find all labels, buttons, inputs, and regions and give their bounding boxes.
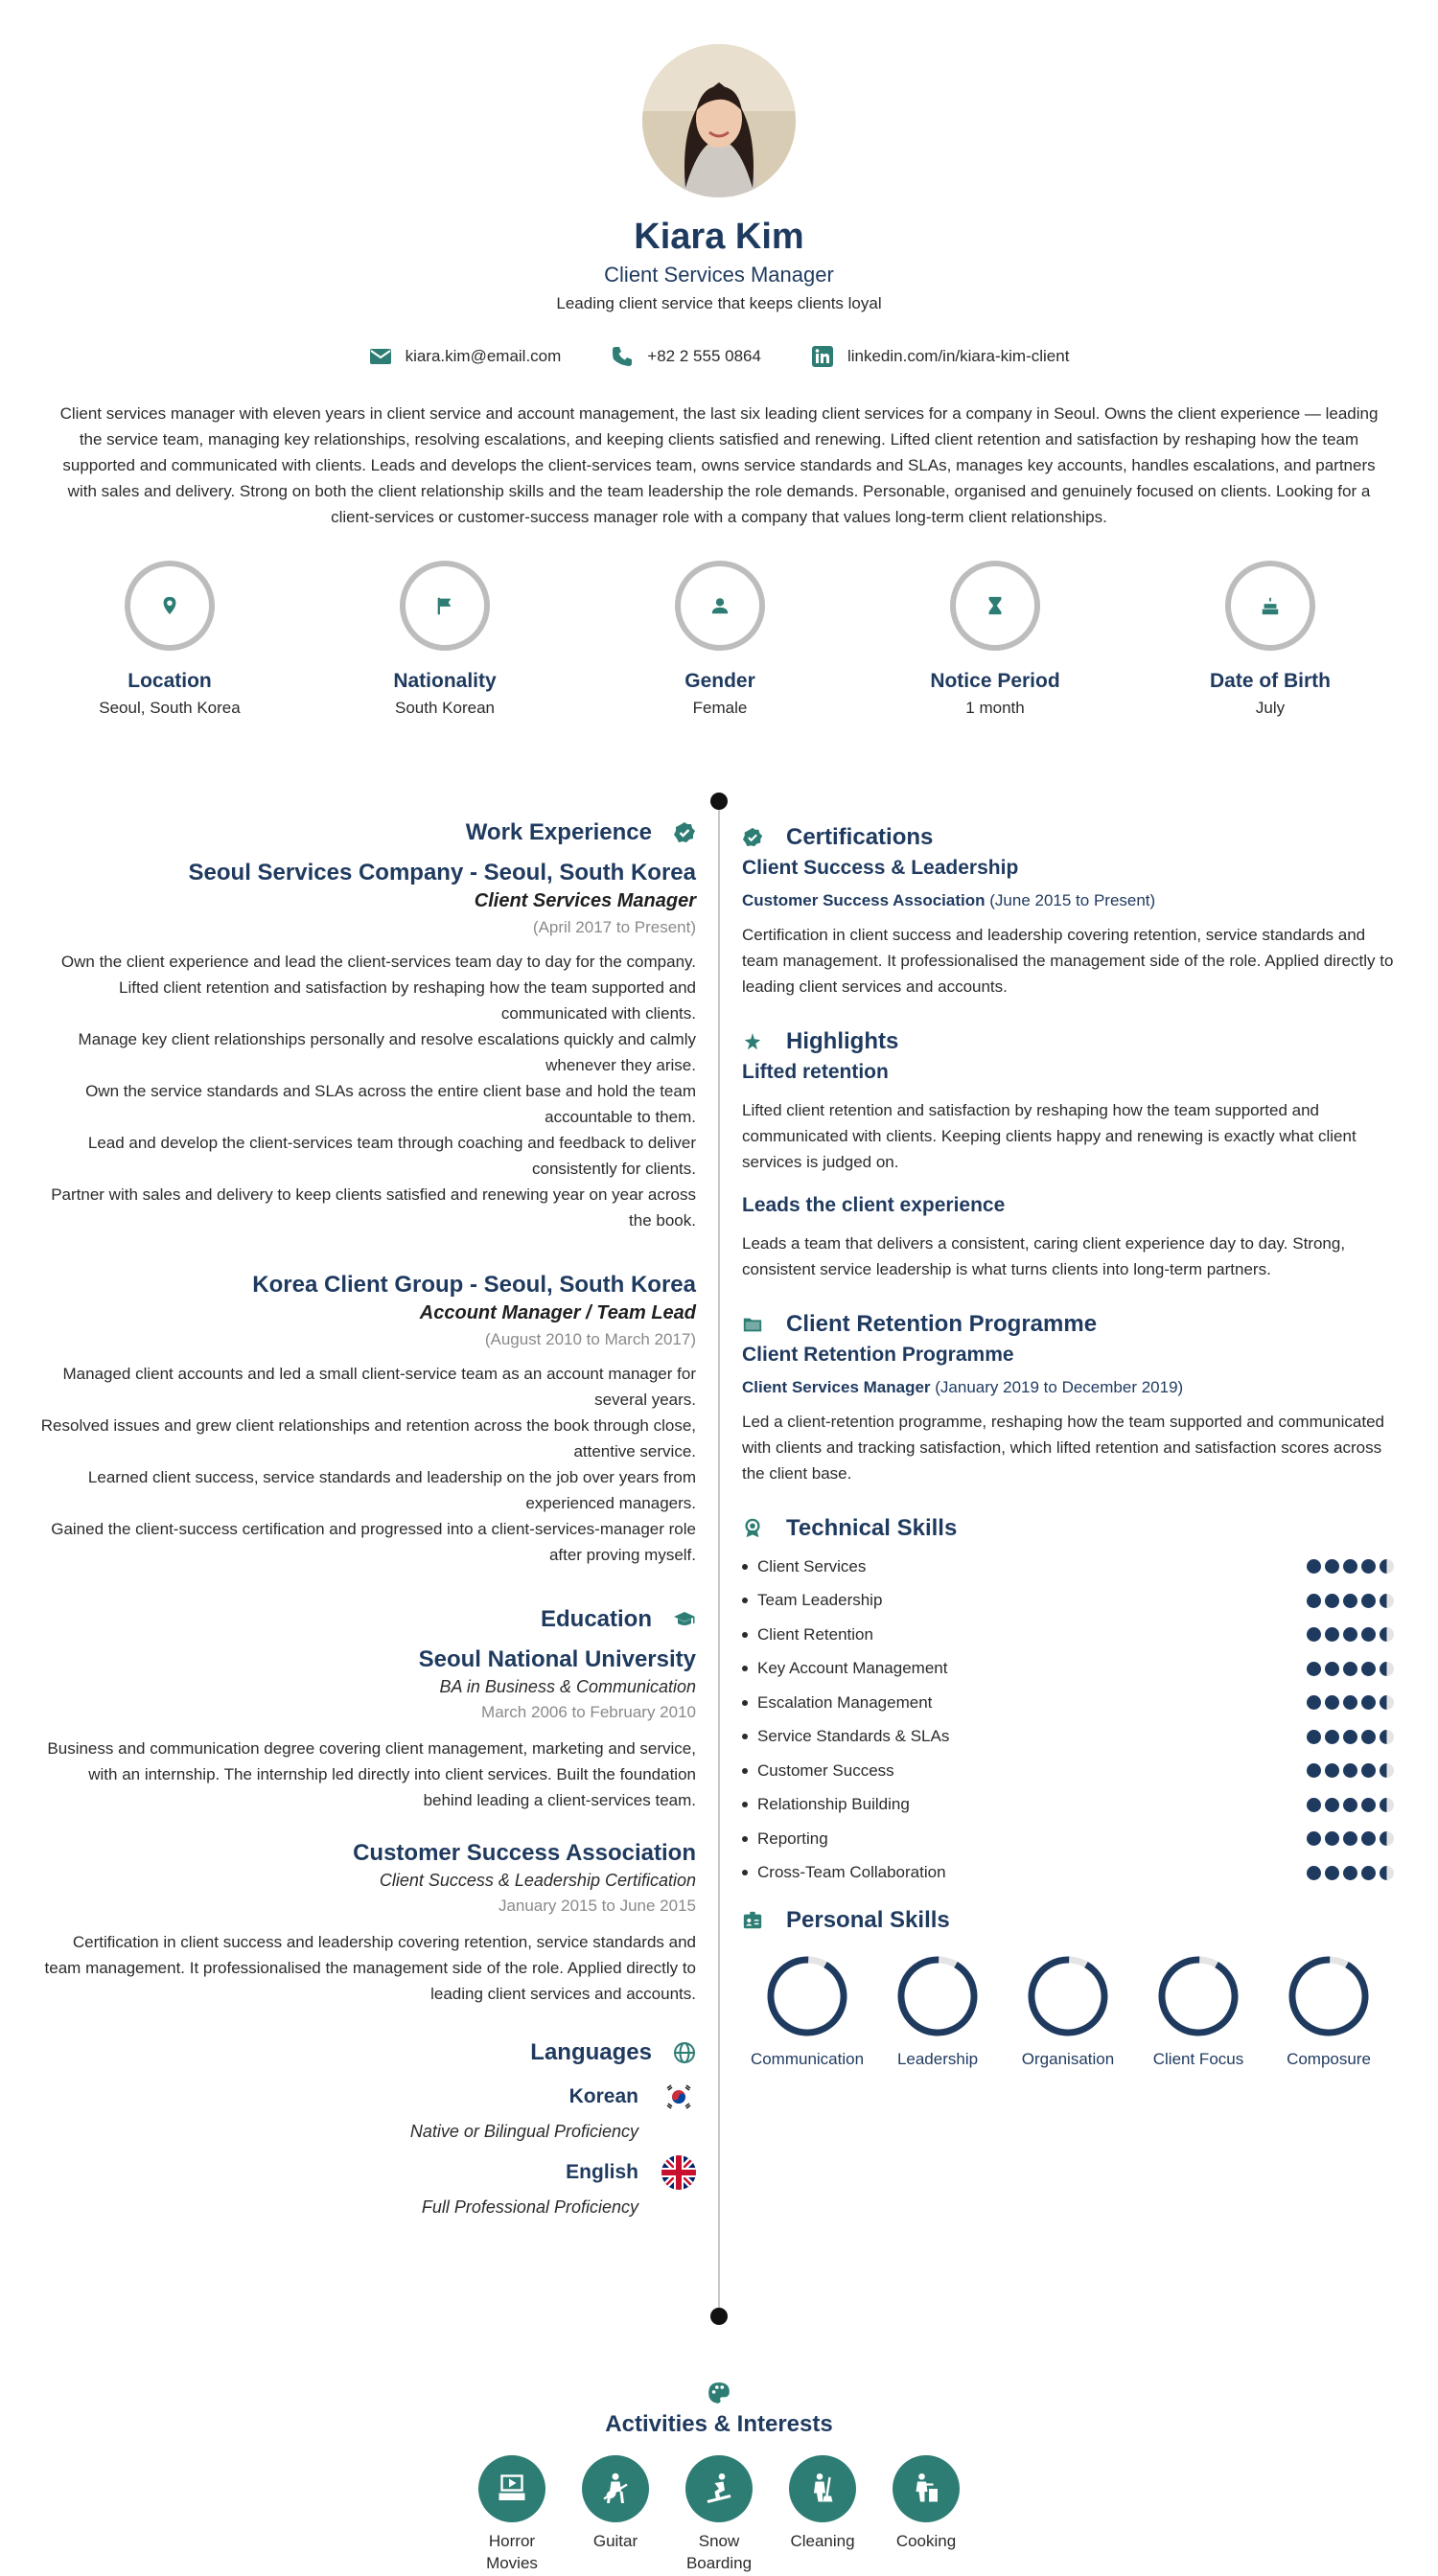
education-dates: January 2015 to June 2015 <box>498 1897 696 1915</box>
rating-dot <box>1343 1559 1357 1574</box>
personal-skill <box>1133 1953 1264 2069</box>
contact-phone[interactable] <box>611 345 761 368</box>
section-title: Personal Skills <box>786 1907 950 1933</box>
technical-skill-name: Service Standards & SLAs <box>742 1727 949 1746</box>
job-bullet: Own the client experience and lead the client-services team day to day for the company. <box>60 953 696 971</box>
education-qualification: BA in Business & Communication <box>439 1677 696 1696</box>
contact-email[interactable] <box>369 345 562 368</box>
rating-dot <box>1380 1831 1394 1846</box>
info-label: Date of Birth <box>1210 670 1331 692</box>
education-org: Customer Success Association <box>353 1840 696 1866</box>
job-position: Client Services Manager <box>474 890 696 911</box>
certifications-heading <box>742 824 1403 851</box>
technical-skill-name: Key Account Management <box>742 1659 947 1678</box>
right-column <box>742 824 1403 2069</box>
linkedin-text: linkedin.com/in/kiara-kim-client <box>847 347 1070 365</box>
rating-dot <box>1307 1627 1321 1642</box>
skill-rating <box>1307 1594 1394 1608</box>
personal-skill <box>742 1953 872 2069</box>
info-location <box>55 561 285 718</box>
highlight-title: Lifted retention <box>742 1061 889 1083</box>
education-qualification: Client Success & Leadership Certification <box>379 1871 696 1890</box>
highlight-text: Lifted client retention and satisfaction by reshaping how the team supported and communicated with clients. Keeping clients happy and renewing is exactly what client services is judged on. <box>742 1101 1357 1171</box>
education-dates: March 2006 to February 2010 <box>481 1703 696 1721</box>
section-title: Languages <box>530 2039 652 2065</box>
skill-rating <box>1307 1695 1394 1710</box>
rating-dot <box>1361 1831 1376 1846</box>
technical-skill-row <box>742 1822 1394 1856</box>
job-org: Seoul Services Company - Seoul, South Korea <box>188 860 696 886</box>
certification-text: Certification in client success and leadership covering retention, service standards and team management. It professionalised the management side of the role. Applied directly to leading client services and accounts. <box>742 926 1394 996</box>
rating-dot <box>1380 1559 1394 1574</box>
language-entry <box>38 2155 696 2218</box>
skill-rating <box>1307 1662 1394 1676</box>
cake-icon <box>1260 595 1281 616</box>
rating-dot <box>1343 1730 1357 1744</box>
guitar-icon <box>598 2472 633 2506</box>
interest-label: Cleaning <box>790 2532 855 2550</box>
project-text: Led a client-retention programme, reshaping how the team supported and communicated with clients and tracking satisfaction, which lifted retention and satisfaction scores across the client base. <box>742 1413 1384 1483</box>
skill-ring <box>1286 1953 1372 2039</box>
language-name: English <box>566 2161 638 2183</box>
job-bullet: Lifted client retention and satisfaction by reshaping how the team supported and communicated with clients. <box>119 978 696 1023</box>
job-org: Korea Client Group - Seoul, South Korea <box>252 1272 696 1298</box>
personal-info <box>0 561 1438 728</box>
profile-photo <box>642 44 796 197</box>
section-title: Work Experience <box>465 819 652 845</box>
job-bullet: Manage key client relationships personally and resolve escalations quickly and calmly whenever they arise. <box>78 1030 696 1074</box>
rating-dot <box>1325 1730 1339 1744</box>
certification-name: Client Success & Leadership <box>742 857 1019 879</box>
rating-dot <box>1307 1763 1321 1778</box>
rating-dot <box>1380 1730 1394 1744</box>
job-bullet: Own the service standards and SLAs across the entire client base and hold the team accountable to them. <box>85 1082 696 1126</box>
rating-dot <box>1343 1831 1357 1846</box>
education-entry <box>38 1646 696 1813</box>
highlights-heading <box>742 1028 1403 1055</box>
info-value: 1 month <box>965 699 1025 717</box>
rating-dot <box>1343 1662 1357 1676</box>
language-level: Native or Bilingual Proficiency <box>409 2122 638 2141</box>
job-bullet: Learned client success, service standards and leadership on the job over years from experienced managers. <box>87 1468 696 1512</box>
interest-item <box>582 2455 649 2574</box>
skill-ring <box>1155 1953 1241 2039</box>
technical-skill-row <box>742 1720 1394 1755</box>
interest-item <box>478 2455 545 2574</box>
job-bullet: Partner with sales and delivery to keep clients satisfied and renewing year on year across the book. <box>51 1185 696 1230</box>
rating-dot <box>1361 1695 1376 1710</box>
palette-icon <box>707 2380 731 2405</box>
cooking-icon <box>909 2472 943 2506</box>
certification-dates: (June 2015 to Present) <box>989 891 1156 909</box>
technical-skill-name: Client Services <box>742 1557 866 1576</box>
technical-skill-name: Team Leadership <box>742 1591 882 1610</box>
info-label: Notice Period <box>930 670 1060 692</box>
technical-skill-name: Client Retention <box>742 1625 873 1644</box>
personal-skill <box>872 1953 1003 2069</box>
info-nationality <box>330 561 560 718</box>
job-entry <box>38 1272 696 1568</box>
graduation-cap-icon <box>673 1608 696 1631</box>
rating-dot <box>1361 1559 1376 1574</box>
rating-dot <box>1343 1798 1357 1812</box>
job-bullet: Resolved issues and grew client relationships and retention across the book through close, attentive service. <box>40 1416 696 1460</box>
candidate-name: Kiara Kim <box>634 217 804 257</box>
interests-list <box>0 2455 1438 2574</box>
rating-dot <box>1325 1559 1339 1574</box>
technical-skill-row <box>742 1686 1394 1720</box>
job-bullet: Gained the client-success certification and progressed into a client-services-manager role after proving myself. <box>51 1520 696 1564</box>
info-value: Seoul, South Korea <box>99 699 241 717</box>
sparkle-star-icon <box>742 1031 763 1052</box>
timeline-line <box>718 801 720 2317</box>
rating-dot <box>1307 1662 1321 1676</box>
timeline-dot-top <box>710 793 728 810</box>
award-ribbon-icon <box>742 1518 763 1539</box>
folder-icon <box>742 1314 763 1335</box>
work-experience-heading <box>38 819 696 846</box>
section-title: Education <box>540 1606 652 1632</box>
rating-dot <box>1361 1594 1376 1608</box>
highlight-text: Leads a team that delivers a consistent, caring client experience day to day. Strong, consistent service leadership is what turns clients into long-term partners. <box>742 1234 1346 1278</box>
info-label: Location <box>128 670 212 692</box>
rating-dot <box>1380 1627 1394 1642</box>
rating-dot <box>1307 1831 1321 1846</box>
language-level: Full Professional Proficiency <box>421 2197 638 2217</box>
contact-linkedin[interactable] <box>811 345 1069 368</box>
personal-skill-label: Composure <box>1287 2050 1371 2068</box>
location-pin-icon <box>159 595 180 616</box>
rating-dot <box>1380 1798 1394 1812</box>
technical-skill-row <box>742 1652 1394 1687</box>
personal-skill-label: Communication <box>750 2050 865 2068</box>
personal-skill <box>1003 1953 1133 2069</box>
project-name: Client Retention Programme <box>742 1344 1014 1366</box>
hourglass-icon <box>985 595 1006 616</box>
job-position: Account Manager / Team Lead <box>419 1302 696 1323</box>
technical-skill-row <box>742 1788 1394 1823</box>
rating-dot <box>1380 1594 1394 1608</box>
rating-dot <box>1380 1662 1394 1676</box>
language-name: Korean <box>568 2085 638 2107</box>
interest-label: Cooking <box>895 2532 957 2550</box>
education-text: Business and communication degree covering client management, marketing and service, with an internship. The internship led directly into client services. Built the foundation behind leading a client-services team. <box>47 1739 696 1809</box>
rating-dot <box>1343 1594 1357 1608</box>
education-org: Seoul National University <box>418 1646 696 1672</box>
interest-item <box>685 2455 753 2574</box>
snowboard-icon <box>702 2472 736 2506</box>
rating-dot <box>1307 1695 1321 1710</box>
rating-dot <box>1380 1763 1394 1778</box>
info-value: South Korean <box>395 699 495 717</box>
cleaning-broom-icon <box>805 2472 840 2506</box>
left-column <box>38 819 696 2218</box>
interest-item <box>789 2455 856 2574</box>
skill-rating <box>1307 1763 1394 1778</box>
rating-dot <box>1307 1866 1321 1880</box>
technical-skill-row <box>742 1550 1394 1584</box>
rating-dot <box>1307 1559 1321 1574</box>
rating-dot <box>1380 1695 1394 1710</box>
job-bullet: Lead and develop the client-services team through coaching and feedback to deliver consistently for clients. <box>87 1134 696 1178</box>
rating-dot <box>1325 1866 1339 1880</box>
phone-icon <box>611 345 634 368</box>
education-entry <box>38 1840 696 2007</box>
section-title: Technical Skills <box>786 1515 958 1541</box>
info-date-of-birth <box>1155 561 1385 718</box>
interest-label: Horror Movies <box>486 2532 538 2572</box>
info-value: July <box>1255 699 1286 717</box>
skill-rating <box>1307 1866 1394 1880</box>
rating-dot <box>1325 1798 1339 1812</box>
rating-dot <box>1325 1831 1339 1846</box>
phone-text: +82 2 555 0864 <box>647 347 761 365</box>
education-text: Certification in client success and leadership covering retention, service standards and team management. It professionalised the management side of the role. Applied directly to leading client services and accounts. <box>44 1933 696 2003</box>
rating-dot <box>1361 1866 1376 1880</box>
candidate-tagline: Leading client service that keeps clients loyal <box>556 294 882 312</box>
technical-skills-list <box>742 1550 1394 1890</box>
project-heading <box>742 1311 1403 1338</box>
profile-summary: Client services manager with eleven years in client service and account management, the last six leading client services for a company in Seoul. Owns the client experience — leading the service team, managing key relationships, resolving escalations, and keeping clients satisfied and renewing. Lifted client retention and satisfaction by reshaping how the team supported and communicated with clients. Leads and develops the client-services team, owns service standards and SLAs, manages key accounts, handles escalations, and partners with sales and delivery. Strong on both the client relationship skills and the team leadership the role demands. Personable, organised and genuinely focused on clients. Looking for a client-services or customer-success manager role with a company that values long-term client relationships. <box>59 404 1379 526</box>
info-label: Gender <box>684 670 755 692</box>
info-value: Female <box>692 699 748 717</box>
job-bullet: Managed client accounts and led a small client-service team as an account manager for several years. <box>62 1365 696 1409</box>
id-badge-icon <box>742 1910 763 1931</box>
language-entry <box>38 2080 696 2142</box>
info-gender <box>605 561 835 718</box>
job-entry <box>38 860 696 1233</box>
interest-label: Guitar <box>592 2532 638 2550</box>
rating-dot <box>1307 1730 1321 1744</box>
rating-dot <box>1361 1798 1376 1812</box>
interests-title: Activities & Interests <box>605 2411 833 2437</box>
section-title: Client Retention Programme <box>786 1311 1098 1337</box>
skill-rating <box>1307 1627 1394 1642</box>
certification-issuer: Customer Success Association <box>742 891 986 909</box>
interest-item <box>893 2455 960 2574</box>
rating-dot <box>1361 1730 1376 1744</box>
rating-dot <box>1343 1695 1357 1710</box>
uk-flag-icon <box>661 2155 696 2190</box>
skill-ring <box>764 1953 850 2039</box>
korea-flag-icon <box>661 2080 696 2114</box>
email-icon <box>369 345 392 368</box>
personal-skill <box>1264 1953 1394 2069</box>
technical-skills-heading <box>742 1515 1403 1542</box>
email-text: kiara.kim@email.com <box>405 347 562 365</box>
project-dates: (January 2019 to December 2019) <box>935 1378 1184 1396</box>
skill-rating <box>1307 1798 1394 1812</box>
technical-skill-name: Cross-Team Collaboration <box>742 1863 946 1882</box>
rating-dot <box>1325 1662 1339 1676</box>
education-heading <box>38 1606 696 1633</box>
technical-skill-name: Reporting <box>742 1829 828 1849</box>
timeline-dot-bottom <box>710 2308 728 2325</box>
personal-skills-list <box>742 1953 1394 2069</box>
section-title: Highlights <box>786 1028 899 1054</box>
skill-ring <box>894 1953 981 2039</box>
linkedin-icon <box>811 345 834 368</box>
flag-icon <box>434 595 455 616</box>
technical-skill-name: Escalation Management <box>742 1693 932 1713</box>
skill-rating <box>1307 1730 1394 1744</box>
rating-dot <box>1380 1866 1394 1880</box>
skill-ring <box>1025 1953 1111 2039</box>
rating-dot <box>1361 1662 1376 1676</box>
skill-rating <box>1307 1559 1394 1574</box>
personal-skill-label: Client Focus <box>1152 2050 1244 2068</box>
contact-bar <box>0 345 1438 368</box>
rating-dot <box>1307 1798 1321 1812</box>
skill-rating <box>1307 1831 1394 1846</box>
rating-dot <box>1325 1763 1339 1778</box>
highlight-title: Leads the client experience <box>742 1194 1006 1216</box>
project-role: Client Services Manager <box>742 1378 931 1396</box>
rating-dot <box>1343 1627 1357 1642</box>
languages-heading <box>38 2039 696 2066</box>
verified-badge-icon <box>673 821 696 844</box>
movie-tv-icon <box>495 2472 529 2506</box>
rating-dot <box>1343 1763 1357 1778</box>
technical-skill-name: Relationship Building <box>742 1795 910 1814</box>
rating-dot <box>1325 1594 1339 1608</box>
info-notice-period <box>880 561 1110 718</box>
interest-label: Snow Boarding <box>685 2532 753 2572</box>
rating-dot <box>1343 1866 1357 1880</box>
job-dates: (April 2017 to Present) <box>532 918 696 936</box>
rating-dot <box>1361 1627 1376 1642</box>
verified-badge-icon <box>742 827 763 848</box>
person-icon <box>709 595 731 616</box>
rating-dot <box>1361 1763 1376 1778</box>
rating-dot <box>1307 1594 1321 1608</box>
personal-skill-label: Leadership <box>896 2050 979 2068</box>
globe-icon <box>673 2041 696 2064</box>
rating-dot <box>1325 1695 1339 1710</box>
personal-skills-heading <box>742 1907 1403 1934</box>
job-dates: (August 2010 to March 2017) <box>484 1330 696 1348</box>
personal-skill-label: Organisation <box>1021 2050 1115 2068</box>
technical-skill-row <box>742 1618 1394 1652</box>
info-label: Nationality <box>393 670 497 692</box>
candidate-role: Client Services Manager <box>604 263 834 287</box>
technical-skill-name: Customer Success <box>742 1761 894 1781</box>
technical-skill-row <box>742 1584 1394 1619</box>
technical-skill-row <box>742 1754 1394 1788</box>
rating-dot <box>1325 1627 1339 1642</box>
technical-skill-row <box>742 1856 1394 1891</box>
section-title: Certifications <box>786 824 934 850</box>
